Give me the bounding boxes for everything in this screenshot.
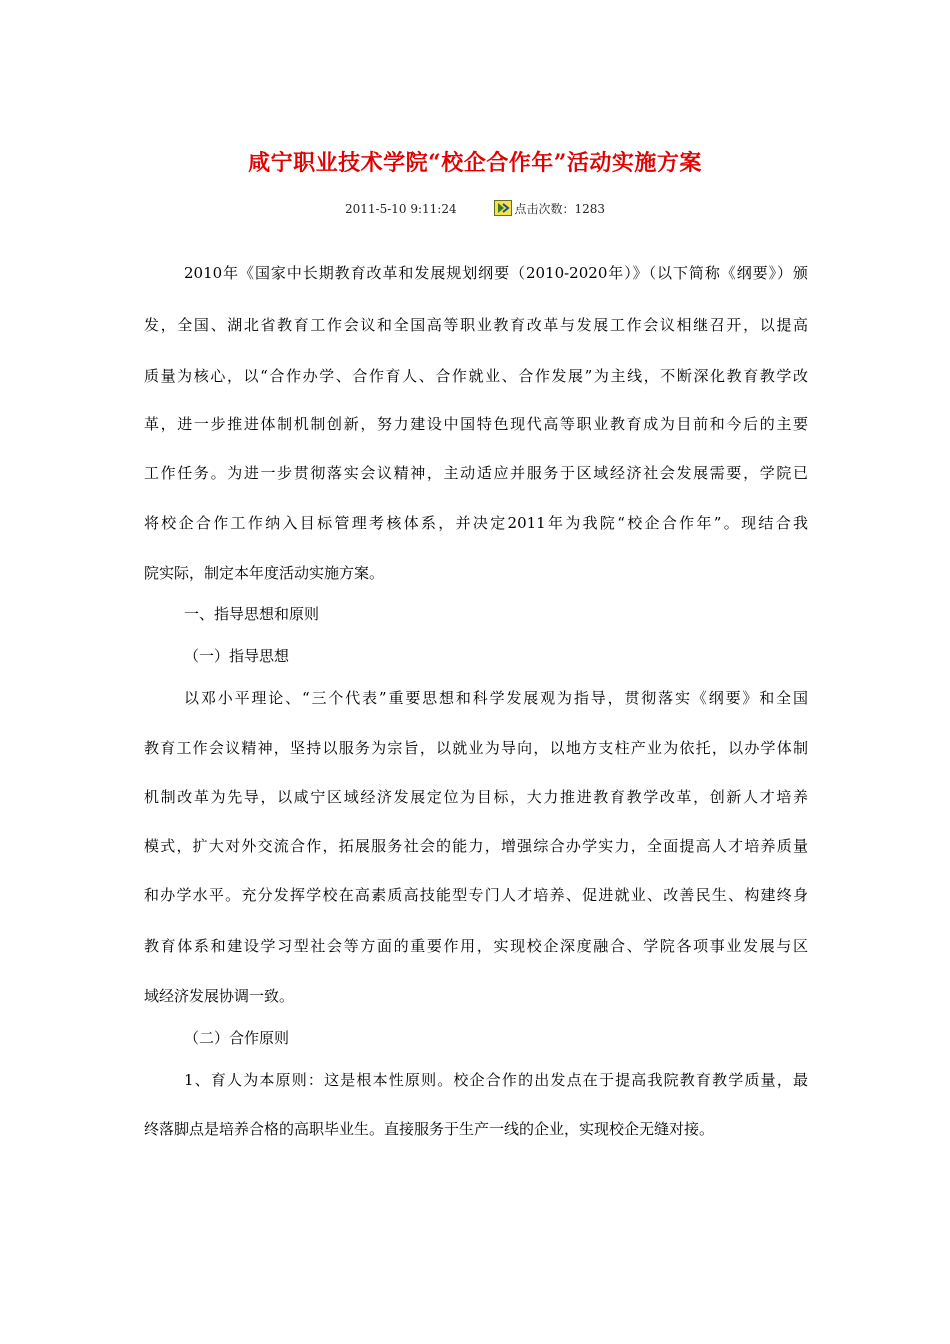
paragraph-line: 工作任务。为进一步贯彻落实会议精神，主动适应并服务于区域经济社会发展需要，学院已	[144, 464, 808, 482]
subsection-heading: （二）合作原则	[184, 1029, 290, 1047]
paragraph-line: 教育工作会议精神，坚持以服务为宗旨，以就业为导向，以地方支柱产业为依托，以办学体制	[144, 739, 808, 757]
paragraph-line: 终落脚点是培养合格的高职毕业生。直接服务于生产一线的企业，实现校企无缝对接。	[144, 1120, 715, 1138]
paragraph-line: 革，进一步推进体制机制创新，努力建设中国特色现代高等职业教育成为目前和今后的主要	[144, 415, 808, 433]
paragraph-line: 1、育人为本原则：这是根本性原则。校企合作的出发点在于提高我院教育教学质量，最	[184, 1071, 808, 1089]
paragraph-line: 以邓小平理论、“三个代表”重要思想和科学发展观为指导，贯彻落实《纲要》和全国	[184, 689, 808, 707]
paragraph-line: 模式，扩大对外交流合作，拓展服务社会的能力，增强综合办学实力，全面提高人才培养质量	[144, 837, 808, 855]
paragraph-line: 2010年《国家中长期教育改革和发展规划纲要（2010-2020年）》（以下简称《纲要》）颁	[184, 264, 808, 282]
paragraph-line: 教育体系和建设学习型社会等方面的重要作用，实现校企深度融合、学院各项事业发展与区	[144, 937, 808, 955]
subsection-heading: （一）指导思想	[184, 647, 290, 665]
paragraph-line: 质量为核心，以“合作办学、合作育人、合作就业、合作发展”为主线，不断深化教育教学改	[144, 367, 808, 385]
paragraph-line: 院实际，制定本年度活动实施方案。	[144, 564, 385, 582]
paragraph-line: 发，全国、湖北省教育工作会议和全国高等职业教育改革与发展工作会议相继召开，以提高	[144, 316, 808, 334]
paragraph-line: 和办学水平。充分发挥学校在高素质高技能型专门人才培养、促进就业、改善民生、构建终身	[144, 886, 808, 904]
paragraph-line: 将校企合作工作纳入目标管理考核体系，并决定2011年为我院“校企合作年”。现结合我	[144, 514, 808, 532]
paragraph-line: 域经济发展协调一致。	[144, 987, 295, 1005]
document-title: 咸宁职业技术学院“校企合作年”活动实施方案	[248, 150, 702, 176]
section-heading: 一、指导思想和原则	[184, 605, 320, 623]
publish-date: 2011-5-10 9:11:24	[344, 202, 457, 216]
link-arrow-icon[interactable]	[494, 200, 512, 216]
document-meta	[0, 200, 950, 217]
click-count: 点击次数：1283	[514, 202, 605, 216]
paragraph-line: 机制改革为先导，以咸宁区域经济发展定位为目标，大力推进教育教学改革，创新人才培养	[144, 788, 808, 806]
